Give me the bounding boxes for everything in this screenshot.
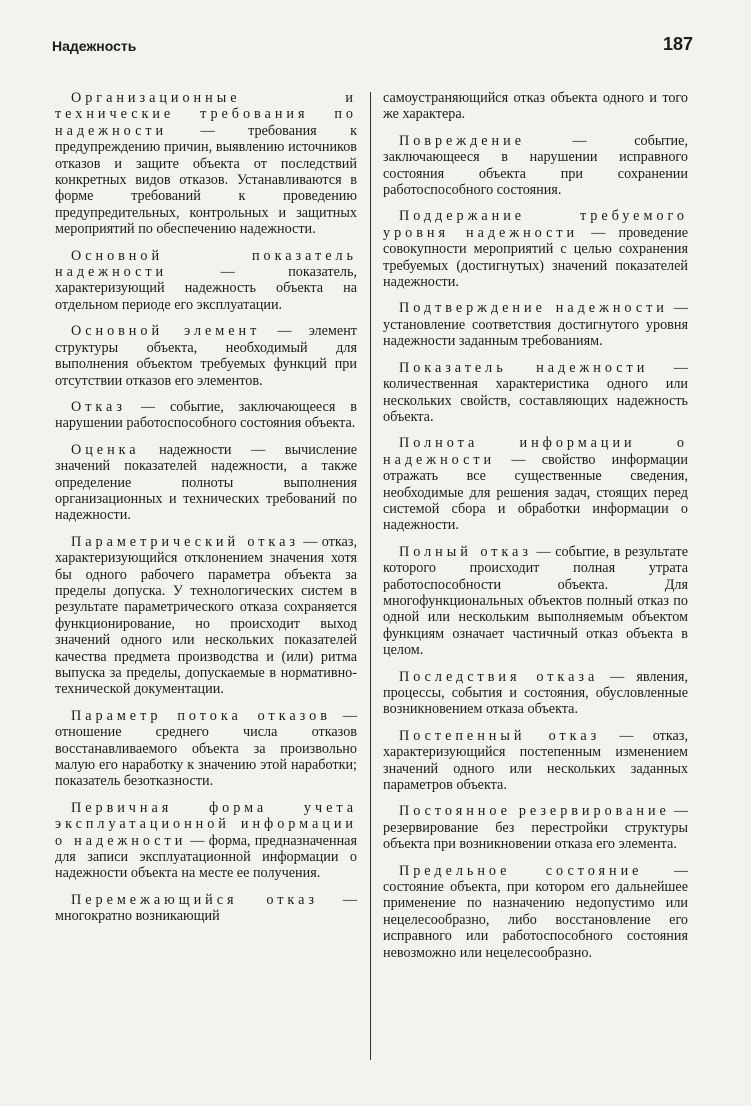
entry-term: Параметр потока отказов (71, 707, 331, 724)
entry-definition: самоустраняющийся отказ объекта одного и того же характера. (383, 90, 688, 123)
glossary-entry (383, 544, 688, 659)
entry-definition: отказ, характеризующийся постепенным изменением значений одного или нескольких заданных параметров объекта. (383, 727, 688, 794)
entry-term: Полный отказ (399, 543, 532, 560)
entry-definition: событие, в результате которого происходит полная утрата работоспособности объекта. Для многофункциональных объектов полный отказ по одной или нескольким выполняемым объектом функциям означает частичный отказ объекта в целом. (383, 543, 688, 659)
term-separator: — (648, 359, 689, 376)
glossary-entry (383, 133, 688, 199)
term-separator: — (524, 132, 635, 149)
entry-term: Первичная форма учета эксплуатационной информации о надежности (55, 799, 357, 849)
right-column (383, 90, 688, 971)
entry-definition: требования к предупреждению причин, выявлению источников отказов и защите объекта от последствий конкретных видов отказов. Устанавливаются в форме требований к проведению предупредительных, контрольных и защитных мероприятий по обеспечению надежности. (55, 122, 357, 238)
left-column (55, 90, 357, 935)
entry-term: Отказ (71, 398, 126, 415)
entry-term: Основной показатель надежности (55, 247, 357, 281)
glossary-entry (55, 534, 357, 698)
entry-definition: отношение среднего числа отказов восстанавливаемого объекта за произвольно малую его наработку к значению этой наработки; показатель безотказности. (55, 724, 357, 790)
glossary-entry (383, 728, 688, 794)
entry-term: Предельное состояние (399, 862, 643, 879)
entry-definition: событие, заключающееся в нарушении исправного состояния объекта при сохранении работоспособного состояния. (383, 132, 688, 199)
entry-term: Последствия отказа (399, 668, 599, 685)
glossary-entry (383, 435, 688, 533)
glossary-entry (55, 800, 357, 882)
glossary-entry (383, 669, 688, 718)
entry-definition: форма, предназначенная для записи эксплуатационной информации о надежности объекта на месте ее получения. (55, 832, 357, 882)
entry-definition: элемент структуры объекта, необходимый для выполнения объектом требуемых функций при отсутствии отказов его элементов. (55, 323, 357, 389)
glossary-entry (55, 90, 357, 238)
term-separator: — (495, 451, 542, 468)
entry-definition: резервирование без перестройки структуры объекта при возникновении отказа его элемента. (383, 819, 688, 853)
glossary-entry (383, 360, 688, 426)
term-separator: — (260, 323, 309, 340)
entry-definition: установление соответствия достигнутого уровня надежности заданным требованиям. (383, 316, 688, 350)
term-separator: — (167, 264, 289, 281)
term-separator: — (642, 862, 689, 879)
term-separator: — (667, 300, 689, 317)
term-separator: — (598, 668, 637, 685)
glossary-entry (55, 323, 357, 389)
glossary-entry (383, 208, 688, 290)
entry-term: Показатель надежности (399, 359, 649, 376)
running-header (52, 34, 693, 60)
entry-definition: проведение совокупности мероприятий с целью сохранения требуемых (достигнутых) значений показателей надежности. (383, 224, 689, 291)
term-separator: — (531, 543, 556, 560)
glossary-entry (55, 892, 357, 925)
term-separator: — (125, 398, 170, 415)
term-separator: — (167, 122, 249, 139)
entry-definition: состояние объекта, при котором его дальнейшее применение по назначению недопустимо или нецелесообразно, либо восстановление его исправного или работоспособного состояния невозможно или нецелесообразно. (383, 879, 688, 961)
entry-term: Организационные и технические требования по надежности (55, 90, 357, 139)
entry-term: Основной элемент (71, 323, 261, 340)
entry-term: Постоянное резервирование (399, 803, 670, 820)
term-separator: — (669, 803, 688, 820)
term-separator: — (330, 707, 357, 724)
entry-definition: надежности — вычисление значений показателей надежности, а также определение полноты выполнения организационных и технических требований по надежности. (55, 441, 358, 524)
term-separator: — (186, 832, 209, 849)
term-separator: — (600, 727, 653, 744)
page-number: 187 (662, 34, 693, 54)
entry-term: Оценка (71, 441, 140, 458)
term-separator (140, 442, 160, 458)
term-separator: — (578, 224, 619, 241)
glossary-entry (55, 399, 357, 432)
glossary-entry (55, 708, 357, 790)
glossary-entry (55, 442, 357, 524)
glossary-entry (383, 90, 688, 123)
entry-definition: количественная характеристика одного или нескольких свойств, составляющих надежность объекта. (383, 376, 688, 425)
entry-definition: отказ, характеризующийся отклонением значения хотя бы одного рабочего параметра объекта за пределы допуска. У технологических систем в результате параметрического отказа сохраняется функционирование, но происходит выход значений одного или нескольких показателей качества предмета производства и (или) ритма выпуска за пределы, допускаемые в нормативно-технической документации. (55, 533, 357, 698)
entry-term: Поддержание требуемого уровня надежности (383, 208, 688, 241)
running-title: Надежность (52, 38, 137, 54)
entry-term: Повреждение (399, 132, 525, 149)
entry-term: Перемежающийся отказ (71, 891, 318, 908)
entry-term: Постепенный отказ (399, 727, 601, 744)
glossary-entry (383, 300, 688, 349)
term-separator: — (298, 533, 322, 550)
glossary-entry (383, 863, 688, 961)
entry-definition: событие, заключающееся в нарушении работоспособного состояния объекта. (55, 398, 358, 432)
entry-definition: многократно возникающий (55, 908, 220, 925)
term-separator: — (317, 891, 358, 908)
entry-definition: явления, процессы, события и состояния, обусловленные возникновением отказа объекта. (383, 668, 688, 718)
entry-term: Подтверждение надежности (399, 300, 668, 317)
column-divider (370, 92, 371, 1060)
entry-definition: свойство информации отражать все существенные сведения, необходимые для решения задач, стоящих перед системой сбора и обработки информации о надежности. (383, 451, 688, 534)
glossary-entry (55, 248, 357, 314)
glossary-entry (383, 803, 688, 852)
entry-definition: показатель, характеризующий надежность объекта на отдельном периоде его эксплуатации. (55, 264, 357, 313)
entry-term: Параметрический отказ (71, 533, 299, 550)
entry-term: Полнота информации о надежности (383, 435, 688, 468)
